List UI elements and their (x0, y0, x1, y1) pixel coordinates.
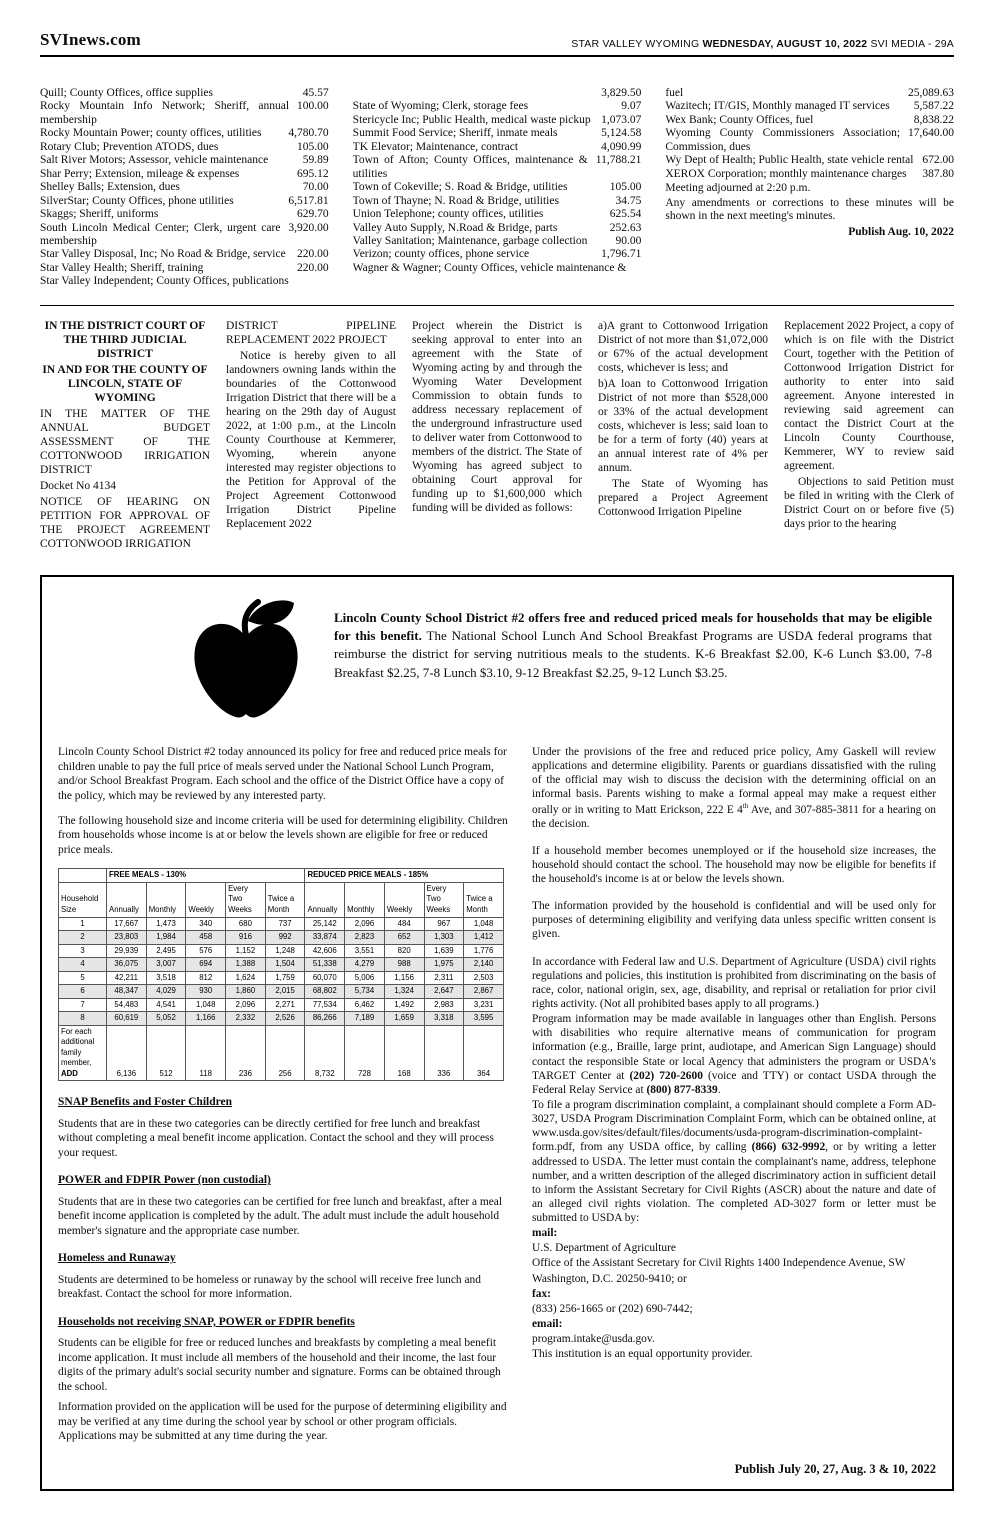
expense-amount: 9.07 (621, 100, 642, 113)
expense-column-1 (40, 87, 329, 289)
expense-entry: 629.70 Skaggs; Sheriff, uniforms (40, 208, 329, 221)
expense-entry: 220.00 Star Valley Disposal, Inc; No Road & Bridge, service (40, 248, 329, 261)
table-cell: 42,211 (107, 971, 147, 985)
table-cell: Household Size (59, 882, 107, 917)
table-cell: 4,279 (345, 958, 385, 972)
table-cell: 340 (186, 917, 226, 931)
expense-entry: 4,090.99 TK Elevator; Maintenance, contract (352, 140, 642, 153)
expense-amount: 1,796.71 (601, 248, 642, 261)
expense-amount: 3,920.00 (288, 221, 329, 234)
table-cell: 1,324 (384, 985, 424, 999)
expense-amount: 4,780.70 (288, 127, 329, 140)
table-cell: 3,518 (146, 971, 186, 985)
table-cell: 8,732 (305, 1025, 345, 1081)
table-cell: Every Two Weeks (226, 882, 266, 917)
table-cell: 967 (424, 917, 464, 931)
table-cell: 1,504 (265, 958, 305, 972)
table-cell: 484 (384, 917, 424, 931)
table-cell: Twice a Month (464, 882, 504, 917)
table-cell: 2,983 (424, 998, 464, 1012)
expense-amount: 100.00 (297, 100, 329, 113)
legal-block: The State of Wyoming has prepared a Project Agreement Cottonwood Irrigation Pipeline (598, 477, 768, 518)
policy-paragraph: Lincoln County School District #2 today announced its policy for free and reduced price meals for children unable to pay the full price of meals served under the National School Lunch Program, and/or School Breakfast Program. Each school and the office of the District Office have a copy of the policy, which may be reviewed by any interested party. (58, 746, 507, 802)
table-cell: 2,526 (265, 1012, 305, 1026)
expense-entry: 1,073.07 Stericycle Inc; Public Health, medical waste pickup (352, 113, 642, 126)
section-heading: Households not receiving SNAP, POWER or FDPIR benefits (58, 1315, 355, 1328)
expense-entry: 70.00 Shelley Balls; Extension, dues (40, 181, 329, 194)
table-cell: 1,624 (226, 971, 266, 985)
table-cell: 4,541 (146, 998, 186, 1012)
table-cell: 820 (384, 944, 424, 958)
expense-column-3 (665, 87, 954, 289)
legal-column-2 (226, 319, 396, 553)
table-cell: 2,823 (345, 931, 385, 945)
table-cell: 812 (186, 971, 226, 985)
table-cell: 86,266 (305, 1012, 345, 1026)
table-cell: 23,803 (107, 931, 147, 945)
paragraph: mail: (532, 1227, 558, 1240)
paragraph: Information provided on the application will be used for the purpose of determining eligibility and may be verified at any time during the school year by school or other program officials. Applications may be submitted at any time during the year. (58, 1401, 507, 1443)
table-cell: 2,311 (424, 971, 464, 985)
expense-entry: 5,587.22 Wazitech; IT/GIS, Monthly managed IT services (665, 100, 955, 113)
legal-notice (40, 305, 954, 557)
table-cell: 576 (186, 944, 226, 958)
table-cell: 737 (265, 917, 305, 931)
expense-entry: 387.80 XEROX Corporation; monthly maintenance charges (665, 167, 955, 180)
table-cell: 3,595 (464, 1012, 504, 1026)
meals-left-column (58, 745, 510, 1450)
table-cell: 236 (226, 1025, 266, 1081)
table-cell: 1,639 (424, 944, 464, 958)
table-cell: 2,096 (345, 917, 385, 931)
table-cell: 680 (226, 917, 266, 931)
expense-entry: 672.00 Wy Dept of Health; Public Health, state vehicle rental (665, 154, 955, 167)
table-cell: 1,759 (265, 971, 305, 985)
paragraph: If a household member becomes unemployed or if the household size increases, the household should contact the school. The household may now be eligible for benefits if the household's income is at or below the levels shown. (532, 844, 936, 885)
expense-amount: 695.12 (297, 167, 329, 180)
expense-entry: 625.54 Union Telephone; county offices, utilities (352, 208, 642, 221)
expense-entry: 105.00 Town of Cokeville; S. Road & Bridge, utilities (352, 181, 642, 194)
table-cell: 1,048 (464, 917, 504, 931)
expense-amount: 25,089.63 (908, 87, 955, 99)
expense-amount: 5,124.58 (601, 127, 642, 140)
expense-entry: Star Valley Independent; County Offices, publications (40, 275, 289, 288)
legal-block: Project wherein the District is seeking approval to enter into an agreement with the State of Wyoming acting by and through the Wyoming Water Development Commission to obtain funds to address necessary replacement of the underground infrastructure used to deliver water from Cottonwood to members of the district. The State of Wyoming has agreed subject to obtaining Court approval for funding up to $1,600,000 which funding will be divided as follows: (412, 319, 582, 514)
expense-entry: 9.07 State of Wyoming; Clerk, storage fees (352, 100, 642, 113)
expense-amount: 1,073.07 (601, 113, 642, 126)
table-row (59, 944, 504, 958)
paragraph: Students that are in these two categories can be directly certified for free lunch and breakfast without completing a meal benefit income application. Contact the school and they will process your request. (58, 1117, 494, 1159)
expense-amount: 629.70 (297, 208, 329, 221)
table-cell: 5,734 (345, 985, 385, 999)
expense-amount: 90.00 (615, 234, 642, 247)
table-cell: 930 (186, 985, 226, 999)
minutes-note: Any amendments or corrections to these minutes will be shown in the next meeting's minutes. (665, 196, 955, 223)
table-cell: 2 (59, 931, 107, 945)
table-cell: 256 (265, 1025, 305, 1081)
table-cell: 2,332 (226, 1012, 266, 1026)
table-row (59, 931, 504, 945)
table-group-header-row (59, 869, 504, 883)
criteria-paragraph: The following household size and income criteria will be used for determining eligibility. Children from households whose income is at or below the levels shown are eligible for free or reduced price meals. (58, 814, 508, 856)
table-cell: 2,271 (265, 998, 305, 1012)
table-cell: 168 (384, 1025, 424, 1081)
table-cell: REDUCED PRICE MEALS - 185% (305, 869, 504, 883)
paragraph: Students can be eligible for free or reduced lunches and breakfasts by completing a meal benefit income application. It must include all members of the household and their income, the last four digits of the primary adult's social security number and signature. Forms can be obtained through the school. (58, 1337, 501, 1393)
apple-icon (186, 595, 306, 727)
table-cell: 1,659 (384, 1012, 424, 1026)
expense-amount: 252.63 (609, 221, 642, 234)
table-cell: 1,156 (384, 971, 424, 985)
masthead (40, 30, 954, 57)
table-cell: 3 (59, 944, 107, 958)
dateline: STAR VALLEY WYOMING WEDNESDAY, AUGUST 10, 2022 SVI MEDIA - 29A (571, 38, 954, 50)
expense-amount: 387.80 (922, 167, 955, 180)
table-cell: 2,096 (226, 998, 266, 1012)
table-cell: 29,939 (107, 944, 147, 958)
table-cell: 5,006 (345, 971, 385, 985)
table-cell (59, 869, 107, 883)
table-cell: 1,984 (146, 931, 186, 945)
section-heading: SNAP Benefits and Foster Children (58, 1096, 233, 1109)
table-cell: 60,619 (107, 1012, 147, 1026)
minutes-note: Meeting adjourned at 2:20 p.m. (665, 182, 811, 195)
expense-amount: 625.54 (609, 208, 642, 221)
table-cell: 1,248 (265, 944, 305, 958)
table-cell: 1 (59, 917, 107, 931)
table-cell: 694 (186, 958, 226, 972)
expense-entry: 100.00 Rocky Mountain Info Network; Sheriff, annual membership (40, 100, 329, 126)
table-cell: Annually (107, 882, 147, 917)
table-cell: 1,303 (424, 931, 464, 945)
legal-block: NOTICE OF HEARING ON PETITION FOR APPROVAL OF THE PROJECT AGREEMENT COTTONWOOD IRRIGATION (40, 495, 210, 551)
paragraph: Washington, D.C. 20250-9410; or (532, 1272, 687, 1285)
expense-entry: 34.75 Town of Thayne; N. Road & Bridge, utilities (352, 194, 642, 207)
table-cell: 2,140 (464, 958, 504, 972)
table-cell: 5 (59, 971, 107, 985)
expense-amount: 17,640.00 (908, 127, 955, 140)
table-cell: 2,867 (464, 985, 504, 999)
legal-block: IN THE MATTER OF THE ANNUAL BUDGET ASSESSMENT OF THE COTTONWOOD IRRIGATION DISTRICT (40, 407, 210, 476)
table-cell: 8 (59, 1012, 107, 1026)
expense-entry: 25,089.63 fuel (665, 87, 955, 99)
publish-date: Publish Aug. 10, 2022 (848, 225, 955, 238)
table-cell: 1,492 (384, 998, 424, 1012)
paragraph: (833) 256-1665 or (202) 690-7442; (532, 1302, 693, 1315)
table-cell: 3,231 (464, 998, 504, 1012)
table-cell: 25,142 (305, 917, 345, 931)
expense-amount: 59.89 (302, 154, 329, 167)
table-cell: 916 (226, 931, 266, 945)
expense-amount: 34.75 (615, 194, 642, 207)
table-row (59, 1012, 504, 1026)
paragraph: Students that are in these two categories can be certified for free lunch and breakfast, after a meal benefit income application is completed by the adult. The adult must include the adult household member's signature and the appropriate case number. (58, 1195, 503, 1237)
legal-block: Docket No 4134 (40, 479, 117, 492)
table-row (59, 971, 504, 985)
expense-entry: 1,796.71 Verizon; county offices, phone service (352, 248, 642, 261)
table-cell: 3,318 (424, 1012, 464, 1026)
legal-block: b)A loan to Cottonwood Irrigation District of not more than $528,000 or 33% of the actual development costs, whichever is less; said loan to be for a term of forty (40) years at an annual interest rate of 4% per annum. (598, 377, 768, 474)
table-cell: 17,667 (107, 917, 147, 931)
expense-amount: 672.00 (922, 154, 955, 167)
legal-block: Objections to said Petition must be filed in writing with the Clerk of District Court on or before five (5) days prior to the hearing (784, 475, 954, 531)
paragraph: fax: (532, 1287, 551, 1300)
expense-entry: 6,517.81 SilverStar; County Offices, phone utilities (40, 194, 329, 207)
paragraph: The information provided by the household is confidential and will be used only for purposes of determining eligibility and verifying data unless specific written consent is given. (532, 900, 936, 941)
legal-block: Replacement 2022 Project, a copy of which is on file with the District Court, together with the Petition of Cottonwood Irrigation District for authority to enter into said agreement. Anyone interested in reviewing said agreement can contact the District Court at the Lincoln County Courthouse, Kemmerer, WY to review said agreement. (784, 319, 954, 472)
paragraph: Program information may be made available in languages other than English. Persons with disabilities who require alternative means of communication for program information (e.g., Braille, large print, audiotape, and American Sign Language) should contact the responsible State or local Agency that administers the program or USDA's TARGET Center at (202) 720-2600 (voice and TTY) or contact USDA through the Federal Relay Service at (800) 877-8339. (532, 1013, 936, 1096)
expense-entry: 252.63 Valley Auto Supply, N.Road & Bridge, parts (352, 221, 642, 234)
paragraph: Students are determined to be homeless or runaway by the school will receive free lunch and breakfast. Contact the school for more information. (58, 1273, 481, 1301)
table-cell: 5,052 (146, 1012, 186, 1026)
table-cell: 7 (59, 998, 107, 1012)
table-cell: 1,048 (186, 998, 226, 1012)
expense-entry: 11,788.21 Town of Afton; County Offices, maintenance & utilities (352, 154, 642, 180)
paragraph: Under the provisions of the free and reduced price policy, Amy Gaskell will review applications and determine eligibility. Parents or guardians dissatisfied with the ruling of the official may wish to discuss the decision with the determining official on an informal basis. Parents wishing to make a formal appeal may make a request either orally or in writing to Matt Erickson, 222 E 4th Ave, and 307-885-3811 for a hearing on the decision. (532, 746, 937, 830)
table-cell: 3,007 (146, 958, 186, 972)
legal-column-5 (784, 319, 954, 553)
table-cell: 364 (464, 1025, 504, 1081)
expense-amount: 220.00 (297, 248, 329, 261)
table-cell: Annually (305, 882, 345, 917)
expense-report (40, 87, 954, 289)
table-cell: 458 (186, 931, 226, 945)
table-row (59, 917, 504, 931)
table-cell: 728 (345, 1025, 385, 1081)
expense-entry: 105.00 Rotary Club; Prevention ATODS, dues (40, 140, 329, 153)
table-cell: 54,483 (107, 998, 147, 1012)
table-cell: 2,503 (464, 971, 504, 985)
meals-columns (58, 745, 936, 1450)
table-cell: 3,551 (345, 944, 385, 958)
section-heading: Homeless and Runaway (58, 1252, 176, 1265)
expense-amount: 70.00 (302, 181, 329, 194)
table-cell: 36,075 (107, 958, 147, 972)
meals-notice-box (40, 575, 954, 1491)
expense-amount: 6,517.81 (288, 194, 329, 207)
expense-entry: 8,838.22 Wex Bank; County Offices, fuel (665, 113, 955, 126)
table-cell: 6 (59, 985, 107, 999)
table-cell: 4 (59, 958, 107, 972)
expense-entry: Wagner & Wagner; County Offices, vehicle maintenance & (352, 261, 627, 274)
expense-amount: 220.00 (297, 261, 329, 274)
expense-amount: 5,587.22 (913, 100, 955, 113)
legal-block: IN THE DISTRICT COURT OF THE THIRD JUDICIAL DISTRICT (44, 319, 206, 360)
table-cell: Monthly (345, 882, 385, 917)
legal-block: Notice is hereby given to all landowners owning lands within the boundaries of the Cottonwood Irrigation District that there will be a hearing on the 29th day of August 2022, at 1:00 p.m., at the Lincoln County Courthouse at Kemmerer, Wyoming, wherein anyone interested may register objections to the Petition for Approval of the Project Agreement Cottonwood Irrigation District Pipeline Replacement 2022 (226, 349, 396, 531)
legal-column-3 (412, 319, 582, 553)
table-cell: 77,534 (305, 998, 345, 1012)
income-eligibility-table (58, 868, 504, 1081)
table-cell: 2,495 (146, 944, 186, 958)
table-cell: 1,975 (424, 958, 464, 972)
table-cell: 6,136 (107, 1025, 147, 1081)
expense-entry: 17,640.00 Wyoming County Commissioners Association; Commission, dues (665, 127, 955, 153)
table-cell: 2,647 (424, 985, 464, 999)
table-header-row (59, 882, 504, 917)
expense-entry: 3,829.50 (601, 87, 642, 99)
site-name: SVInews.com (40, 30, 141, 49)
legal-block: a)A grant to Cottonwood Irrigation District of not more than $1,072,000 or 67% of the actual development costs, whichever is less; and (598, 319, 768, 374)
meals-intro: Lincoln County School District #2 offers free and reduced priced meals for households that may be eligible for this benefit. The National School Lunch And School Breakfast Programs are USDA federal programs that reimburse the district for serving nutritious meals to the students. K-6 Breakfast $2.00, K-6 Lunch $3.00, 7-8 Breakfast $2.25, 7-8 Lunch $3.10, 9-12 Breakfast $2.25, 9-12 Lunch $3.25. (334, 610, 932, 680)
table-cell: 60,070 (305, 971, 345, 985)
table-cell: 2,015 (265, 985, 305, 999)
legal-column-1 (40, 319, 210, 553)
legal-block: IN AND FOR THE COUNTY OF LINCOLN, STATE OF WYOMING (42, 363, 208, 404)
table-row (59, 985, 504, 999)
table-cell: 33,874 (305, 931, 345, 945)
table-cell: 1,388 (226, 958, 266, 972)
table-row (59, 958, 504, 972)
table-cell: 1,166 (186, 1012, 226, 1026)
table-cell: Weekly (384, 882, 424, 917)
paragraph: email: (532, 1318, 563, 1331)
table-cell: 512 (146, 1025, 186, 1081)
expense-amount: 105.00 (297, 140, 329, 153)
expense-amount: 4,090.99 (601, 140, 642, 153)
paragraph: program.intake@usda.gov. (532, 1333, 655, 1346)
table-cell: 992 (265, 931, 305, 945)
table-cell: 4,029 (146, 985, 186, 999)
table-cell: 42,606 (305, 944, 345, 958)
expense-entry: 220.00 Star Valley Health; Sheriff, training (40, 261, 329, 274)
table-cell: 48,347 (107, 985, 147, 999)
meals-right-column (532, 745, 936, 1450)
table-cell: 1,776 (464, 944, 504, 958)
table-cell: Twice a Month (265, 882, 305, 917)
table-cell: 1,152 (226, 944, 266, 958)
expense-entry: 59.89 Salt River Motors; Assessor, vehicle maintenance (40, 154, 329, 167)
meals-sections (58, 1095, 510, 1444)
paragraph: Office of the Assistant Secretary for Civil Rights 1400 Independence Avenue, SW (532, 1257, 906, 1270)
table-cell: 336 (424, 1025, 464, 1081)
table-cell: 51,338 (305, 958, 345, 972)
table-cell: 7,189 (345, 1012, 385, 1026)
table-cell: 652 (384, 931, 424, 945)
table-cell: 68,802 (305, 985, 345, 999)
expense-amount: 11,788.21 (595, 154, 642, 167)
paragraph: To file a program discrimination complaint, a complainant should complete a Form AD-3027, USDA Program Discrimination Complaint Form, which can be obtained online, at www.usda.gov/sites/default/files/documents/usda-program-discrimination-complaint-form.pdf, from any USDA office, by calling (866) 632-9992, or by writing a letter addressed to USDA. The letter must contain the complainant's name, address, telephone number, and a written description of the alleged discriminatory action in sufficient detail to inform the Assistant Secretary for Civil Rights (ASCR) about the nature and date of an alleged civil rights violation. The completed AD-3027 form or letter must be submitted to USDA by: (532, 1098, 937, 1225)
table-row (59, 998, 504, 1012)
expense-entry: 45.57 Quill; County Offices, office supplies (40, 87, 329, 99)
paragraph: U.S. Department of Agriculture (532, 1242, 676, 1255)
paragraph: This institution is an equal opportunity provider. (532, 1348, 753, 1361)
meals-header-row (58, 589, 936, 735)
publish-dates: Publish July 20, 27, Aug. 3 & 10, 2022 (734, 1461, 936, 1476)
expense-amount: 8,838.22 (913, 113, 955, 126)
expense-entry: 90.00 Valley Sanitation; Maintenance, garbage collection (352, 234, 642, 247)
table-cell: Every Two Weeks (424, 882, 464, 917)
table-cell: FREE MEALS - 130% (107, 869, 305, 883)
expense-entry: 695.12 Shar Perry; Extension, mileage & expenses (40, 167, 329, 180)
section-heading: POWER and FDPIR Power (non custodial) (58, 1174, 271, 1187)
table-cell: Weekly (186, 882, 226, 917)
expense-entry: 4,780.70 Rocky Mountain Power; county offices, utilities (40, 127, 329, 140)
expense-amount: 105.00 (609, 181, 642, 194)
table-cell: 118 (186, 1025, 226, 1081)
table-cell: 988 (384, 958, 424, 972)
table-cell: 1,473 (146, 917, 186, 931)
expense-amount: 45.57 (302, 87, 329, 99)
table-cell: 6,462 (345, 998, 385, 1012)
expense-entry: 3,920.00 South Lincoln Medical Center; Clerk, urgent care membership (40, 221, 329, 247)
expense-entry: 5,124.58 Summit Food Service; Sheriff, inmate meals (352, 127, 642, 140)
table-cell: Monthly (146, 882, 186, 917)
table-cell: 1,412 (464, 931, 504, 945)
expense-column-2 (353, 87, 642, 289)
paragraph: In accordance with Federal law and U.S. Department of Agriculture (USDA) civil rights regulations and policies, this institution is prohibited from discriminating on the basis of race, color, national origin, sex, age, disability, and reprisal or retaliation for prior civil rights activity. (Not all prohibited bases apply to all programs.) (532, 955, 936, 1010)
table-add-row (59, 1025, 504, 1081)
table-cell: 1,860 (226, 985, 266, 999)
legal-column-4 (598, 319, 768, 553)
table-cell: For each additional family member, ADD (59, 1025, 107, 1081)
legal-block: DISTRICT PIPELINE REPLACEMENT 2022 PROJECT (226, 319, 396, 346)
